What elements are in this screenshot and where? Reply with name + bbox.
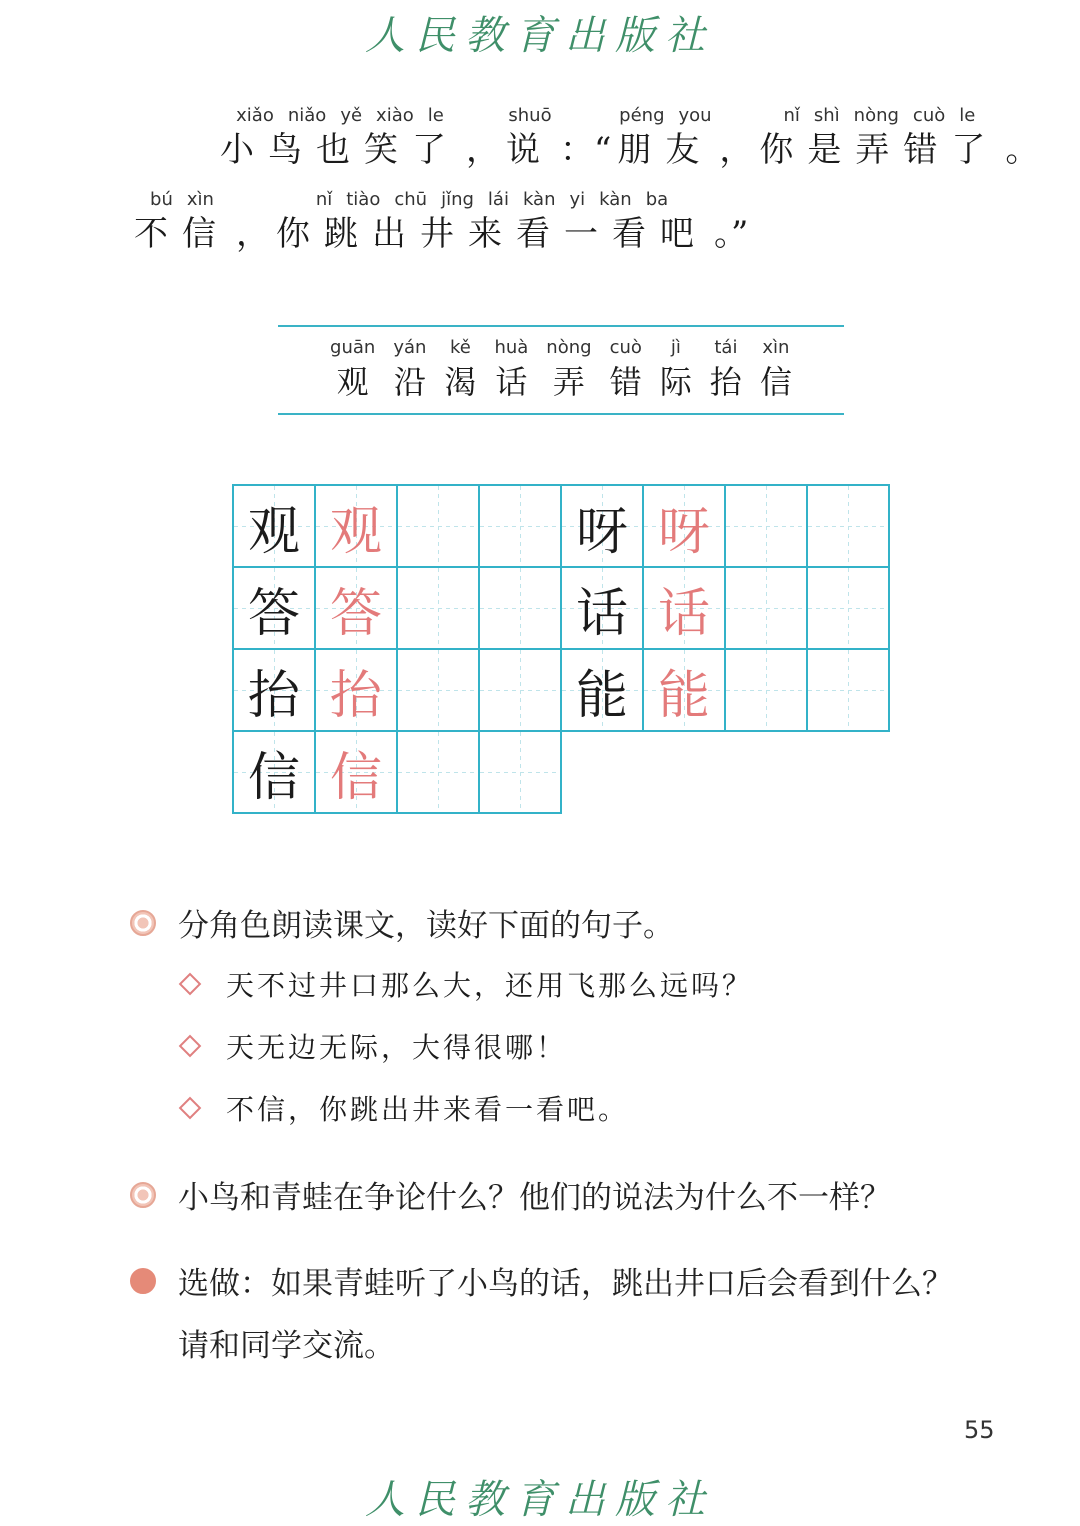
- vocabulary-word: [546, 336, 591, 404]
- practice-cell: [807, 649, 889, 731]
- word-pinyin: huà: [494, 337, 529, 358]
- practice-cell: [479, 567, 561, 649]
- trace-character: 能: [643, 649, 725, 731]
- word-pinyin: cuò: [609, 337, 642, 358]
- diamond-icon: [179, 973, 202, 996]
- practice-cell: [725, 567, 807, 649]
- pinyin-syllable: chū: [394, 189, 428, 210]
- trace-character: 话: [643, 567, 725, 649]
- vocabulary-word: [330, 336, 375, 404]
- exercise-bullet-icon: [130, 910, 156, 936]
- hanzi-text: 朋友: [617, 130, 714, 170]
- pinyin-group: [506, 104, 554, 172]
- blank-space: [725, 731, 807, 813]
- practice-cell: [397, 649, 479, 731]
- word-pinyin: jì: [670, 337, 681, 358]
- pinyin-row: [316, 188, 668, 212]
- pinyin-group: [134, 188, 230, 256]
- practice-cell: [479, 649, 561, 731]
- pinyin-row: [508, 104, 551, 128]
- text-line-1: [220, 104, 1045, 172]
- pinyin-syllable: shuō: [508, 105, 552, 126]
- practice-cell: [397, 731, 479, 813]
- word-pinyin: kě: [450, 337, 471, 358]
- practice-cell: [479, 731, 561, 813]
- pinyin-syllable: jǐng: [441, 189, 474, 210]
- exercise-3: [130, 1258, 953, 1303]
- vocabulary-word: [710, 336, 742, 404]
- vocabulary-band: [278, 325, 844, 415]
- hanzi-text: 你跳出井来看一看吧: [276, 214, 708, 254]
- pinyin-syllable: you: [678, 105, 712, 126]
- grid-row: [233, 731, 889, 813]
- word-hanzi: 话: [495, 363, 528, 401]
- pinyin-syllable: nǐ: [315, 189, 333, 210]
- grid-row: [233, 649, 889, 731]
- exercise-1-text: 分角色朗读课文，读好下面的句子。: [178, 908, 674, 944]
- practice-cell: [397, 485, 479, 567]
- model-character: 呀: [561, 485, 643, 567]
- pinyin-syllable: shì: [813, 105, 840, 126]
- punctuation: ，: [719, 130, 754, 170]
- word-pinyin: tái: [714, 337, 738, 358]
- blank-space: [807, 731, 889, 813]
- punctuation: 。”: [714, 214, 749, 254]
- vocabulary-word: [760, 336, 792, 404]
- model-character: 答: [233, 567, 315, 649]
- trace-character: 抬: [315, 649, 397, 731]
- vocabulary-word: [393, 336, 426, 404]
- diamond-icon: [179, 1035, 202, 1058]
- model-character: 抬: [233, 649, 315, 731]
- word-hanzi: 信: [759, 363, 792, 401]
- pinyin-syllable: kàn: [599, 189, 632, 210]
- page-number: 55: [964, 1416, 995, 1444]
- sentence-text: 不信，你跳出井来看一看吧。: [226, 1093, 630, 1126]
- sentence-text: 天不过井口那么大，还用飞那么远吗？: [226, 969, 754, 1002]
- pinyin-syllable: nǐ: [783, 105, 800, 126]
- practice-cell: [807, 485, 889, 567]
- pinyin-syllable: xiǎo: [236, 105, 274, 126]
- pinyin-syllable: lái: [487, 189, 509, 210]
- pinyin-row: [236, 104, 444, 128]
- pinyin-syllable: nòng: [853, 105, 899, 126]
- pinyin-syllable: le: [427, 105, 444, 126]
- punctuation: 。: [1005, 130, 1040, 170]
- punctuation: ，: [236, 214, 270, 254]
- practice-cell: [397, 567, 479, 649]
- word-hanzi: 际: [659, 363, 692, 401]
- model-character: 观: [233, 485, 315, 567]
- grid-row: [233, 485, 889, 567]
- pinyin-syllable: yi: [569, 189, 586, 210]
- word-pinyin: guān: [330, 337, 376, 358]
- sentence-item: [182, 1088, 629, 1128]
- pinyin-syllable: cuò: [912, 105, 946, 126]
- vocabulary-word: [444, 336, 476, 404]
- vocabulary-word: [660, 336, 692, 404]
- hanzi-text: 你是弄错了: [759, 130, 1000, 170]
- word-hanzi: 错: [609, 363, 642, 401]
- word-pinyin: xìn: [762, 337, 790, 358]
- exercise-1: [130, 900, 674, 945]
- sentence-item: [182, 1026, 567, 1066]
- exercise-bullet-icon: [130, 1182, 156, 1208]
- publisher-logo-header: 人民教育出版社: [365, 13, 715, 59]
- vocabulary-word: [494, 336, 528, 404]
- writing-grid: [232, 484, 890, 814]
- exercise-3-continued: 请和同学交流。: [178, 1328, 395, 1364]
- pinyin-group: [759, 104, 999, 172]
- pinyin-syllable: xiào: [376, 105, 414, 126]
- optional-bullet-icon: [130, 1268, 156, 1294]
- word-pinyin: yán: [393, 337, 427, 358]
- sentence-text: 天无边无际，大得很哪！: [226, 1031, 568, 1064]
- pinyin-syllable: kàn: [522, 189, 556, 210]
- practice-cell: [725, 649, 807, 731]
- practice-cell: [479, 485, 561, 567]
- trace-character: 观: [315, 485, 397, 567]
- punctuation: ，: [466, 130, 500, 170]
- pinyin-group: [276, 188, 708, 256]
- exercise-3-text: 选做：如果青蛙听了小鸟的话，跳出井口后会看到什么？: [178, 1266, 953, 1302]
- hanzi-text: 说: [506, 130, 554, 170]
- trace-character: 信: [315, 731, 397, 813]
- pinyin-syllable: niǎo: [287, 105, 327, 126]
- pinyin-syllable: xìn: [186, 189, 214, 210]
- word-hanzi: 弄: [552, 363, 585, 401]
- model-character: 能: [561, 649, 643, 731]
- vocabulary-word: [610, 336, 642, 404]
- word-hanzi: 观: [336, 363, 369, 401]
- pinyin-syllable: yě: [340, 105, 363, 126]
- pinyin-row: [619, 104, 711, 128]
- model-character: 信: [233, 731, 315, 813]
- exercise-2-text: 小鸟和青蛙在争论什么？他们的说法为什么不一样？: [178, 1180, 891, 1216]
- practice-cell: [725, 485, 807, 567]
- text-line-2: [134, 188, 754, 256]
- blank-space: [643, 731, 725, 813]
- word-hanzi: 沿: [393, 363, 426, 401]
- trace-character: 答: [315, 567, 397, 649]
- hanzi-text: 不信: [134, 214, 230, 254]
- word-hanzi: 渴: [444, 363, 477, 401]
- pinyin-syllable: tiào: [346, 189, 381, 210]
- blank-space: [561, 731, 643, 813]
- pinyin-group: [220, 104, 460, 172]
- pinyin-syllable: bú: [150, 189, 173, 210]
- pinyin-row: [783, 104, 975, 128]
- hanzi-text: 小鸟也笑了: [220, 130, 460, 170]
- pinyin-group: [617, 104, 713, 172]
- pinyin-row: [150, 188, 214, 212]
- punctuation: ：“: [560, 130, 612, 170]
- word-pinyin: nòng: [546, 337, 592, 358]
- sentence-item: [182, 964, 753, 1004]
- word-hanzi: 抬: [709, 363, 742, 401]
- exercise-2: [130, 1172, 891, 1217]
- pinyin-syllable: le: [959, 105, 976, 126]
- pinyin-syllable: péng: [619, 105, 665, 126]
- diamond-icon: [179, 1097, 202, 1120]
- pinyin-syllable: ba: [645, 189, 669, 210]
- grid-row: [233, 567, 889, 649]
- practice-cell: [807, 567, 889, 649]
- trace-character: 呀: [643, 485, 725, 567]
- publisher-logo-footer: 人民教育出版社: [365, 1477, 715, 1523]
- model-character: 话: [561, 567, 643, 649]
